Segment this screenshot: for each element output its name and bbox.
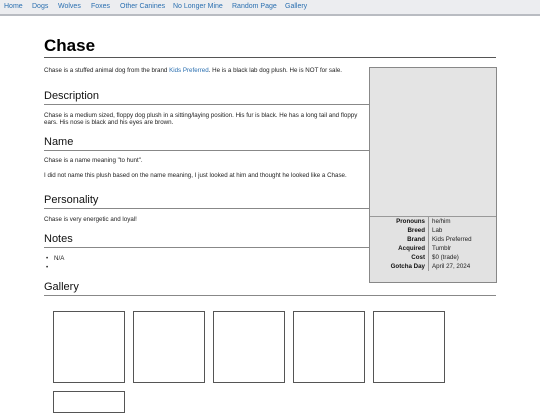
infobox-label: Cost xyxy=(370,253,429,262)
intro-text-after-link: . He is a black lab dog plush. He is NOT for sale. xyxy=(208,67,342,74)
list-item: • N/A xyxy=(54,254,64,263)
name-meaning-paragraph: Chase is a name meaning "to hunt". xyxy=(44,157,143,164)
infobox-value: Tumblr xyxy=(432,245,452,252)
notes-heading: Notes xyxy=(44,233,369,248)
gallery-heading: Gallery xyxy=(44,281,496,296)
infobox-label: Breed xyxy=(370,226,429,235)
brand-link[interactable]: Kids Preferred xyxy=(169,67,209,74)
gallery-thumbnail[interactable] xyxy=(53,391,125,413)
infobox-value: April 27, 2024 xyxy=(432,263,471,270)
table-row xyxy=(370,262,496,271)
description-paragraph: Chase is a medium sized, floppy dog plush in a sitting/laying position. His fur is black. He has a long tail and floppy ears. His nose is black and his eyes are brown. xyxy=(44,112,358,127)
name-origin-paragraph: I did not name this plush based on the name meaning, I just looked at him and thought he looked like a Chase. xyxy=(44,172,347,179)
personality-paragraph: Chase is very energetic and loyal! xyxy=(44,216,137,223)
gallery-thumbnail[interactable] xyxy=(373,311,445,383)
nav-link-gallery[interactable]: Gallery xyxy=(285,3,308,10)
table-row xyxy=(370,226,496,235)
name-heading: Name xyxy=(44,136,369,151)
nav-link-random-page[interactable]: Random Page xyxy=(232,3,277,10)
gallery-thumbnail[interactable] xyxy=(53,311,125,383)
infobox-label: Acquired xyxy=(370,244,429,253)
nav-link-no-longer-mine[interactable]: No Longer Mine xyxy=(173,3,223,10)
notes-list xyxy=(54,254,64,263)
personality-heading: Personality xyxy=(44,194,369,209)
table-row xyxy=(370,244,496,253)
description-heading: Description xyxy=(44,90,369,105)
infobox-value: Lab xyxy=(432,227,443,234)
infobox-label: Pronouns xyxy=(370,217,429,226)
infobox-image-placeholder xyxy=(370,68,496,217)
nav-link-home[interactable]: Home xyxy=(4,3,23,10)
nav-link-foxes[interactable]: Foxes xyxy=(91,3,111,10)
table-row xyxy=(370,217,496,226)
table-row xyxy=(370,235,496,244)
gallery-thumbnail[interactable] xyxy=(133,311,205,383)
infobox-value: $0 (trade) xyxy=(432,254,459,261)
gallery-thumbnail[interactable] xyxy=(213,311,285,383)
infobox-value: Kids Preferred xyxy=(432,236,472,243)
infobox xyxy=(369,67,497,283)
infobox-value: he/him xyxy=(432,218,451,225)
nav-link-other-canines[interactable]: Other Canines xyxy=(120,3,166,10)
intro-paragraph xyxy=(44,67,364,74)
infobox-label: Brand xyxy=(370,235,429,244)
gallery-thumbnail[interactable] xyxy=(293,311,365,383)
page-title: Chase xyxy=(44,36,496,58)
top-navigation-bar xyxy=(0,0,540,16)
table-row xyxy=(370,253,496,262)
infobox-label: Gotcha Day xyxy=(370,262,429,271)
nav-link-dogs[interactable]: Dogs xyxy=(32,3,49,10)
intro-text-before-link: Chase is a stuffed animal dog from the brand xyxy=(44,67,170,74)
infobox-table xyxy=(370,217,496,271)
nav-link-wolves[interactable]: Wolves xyxy=(58,3,81,10)
